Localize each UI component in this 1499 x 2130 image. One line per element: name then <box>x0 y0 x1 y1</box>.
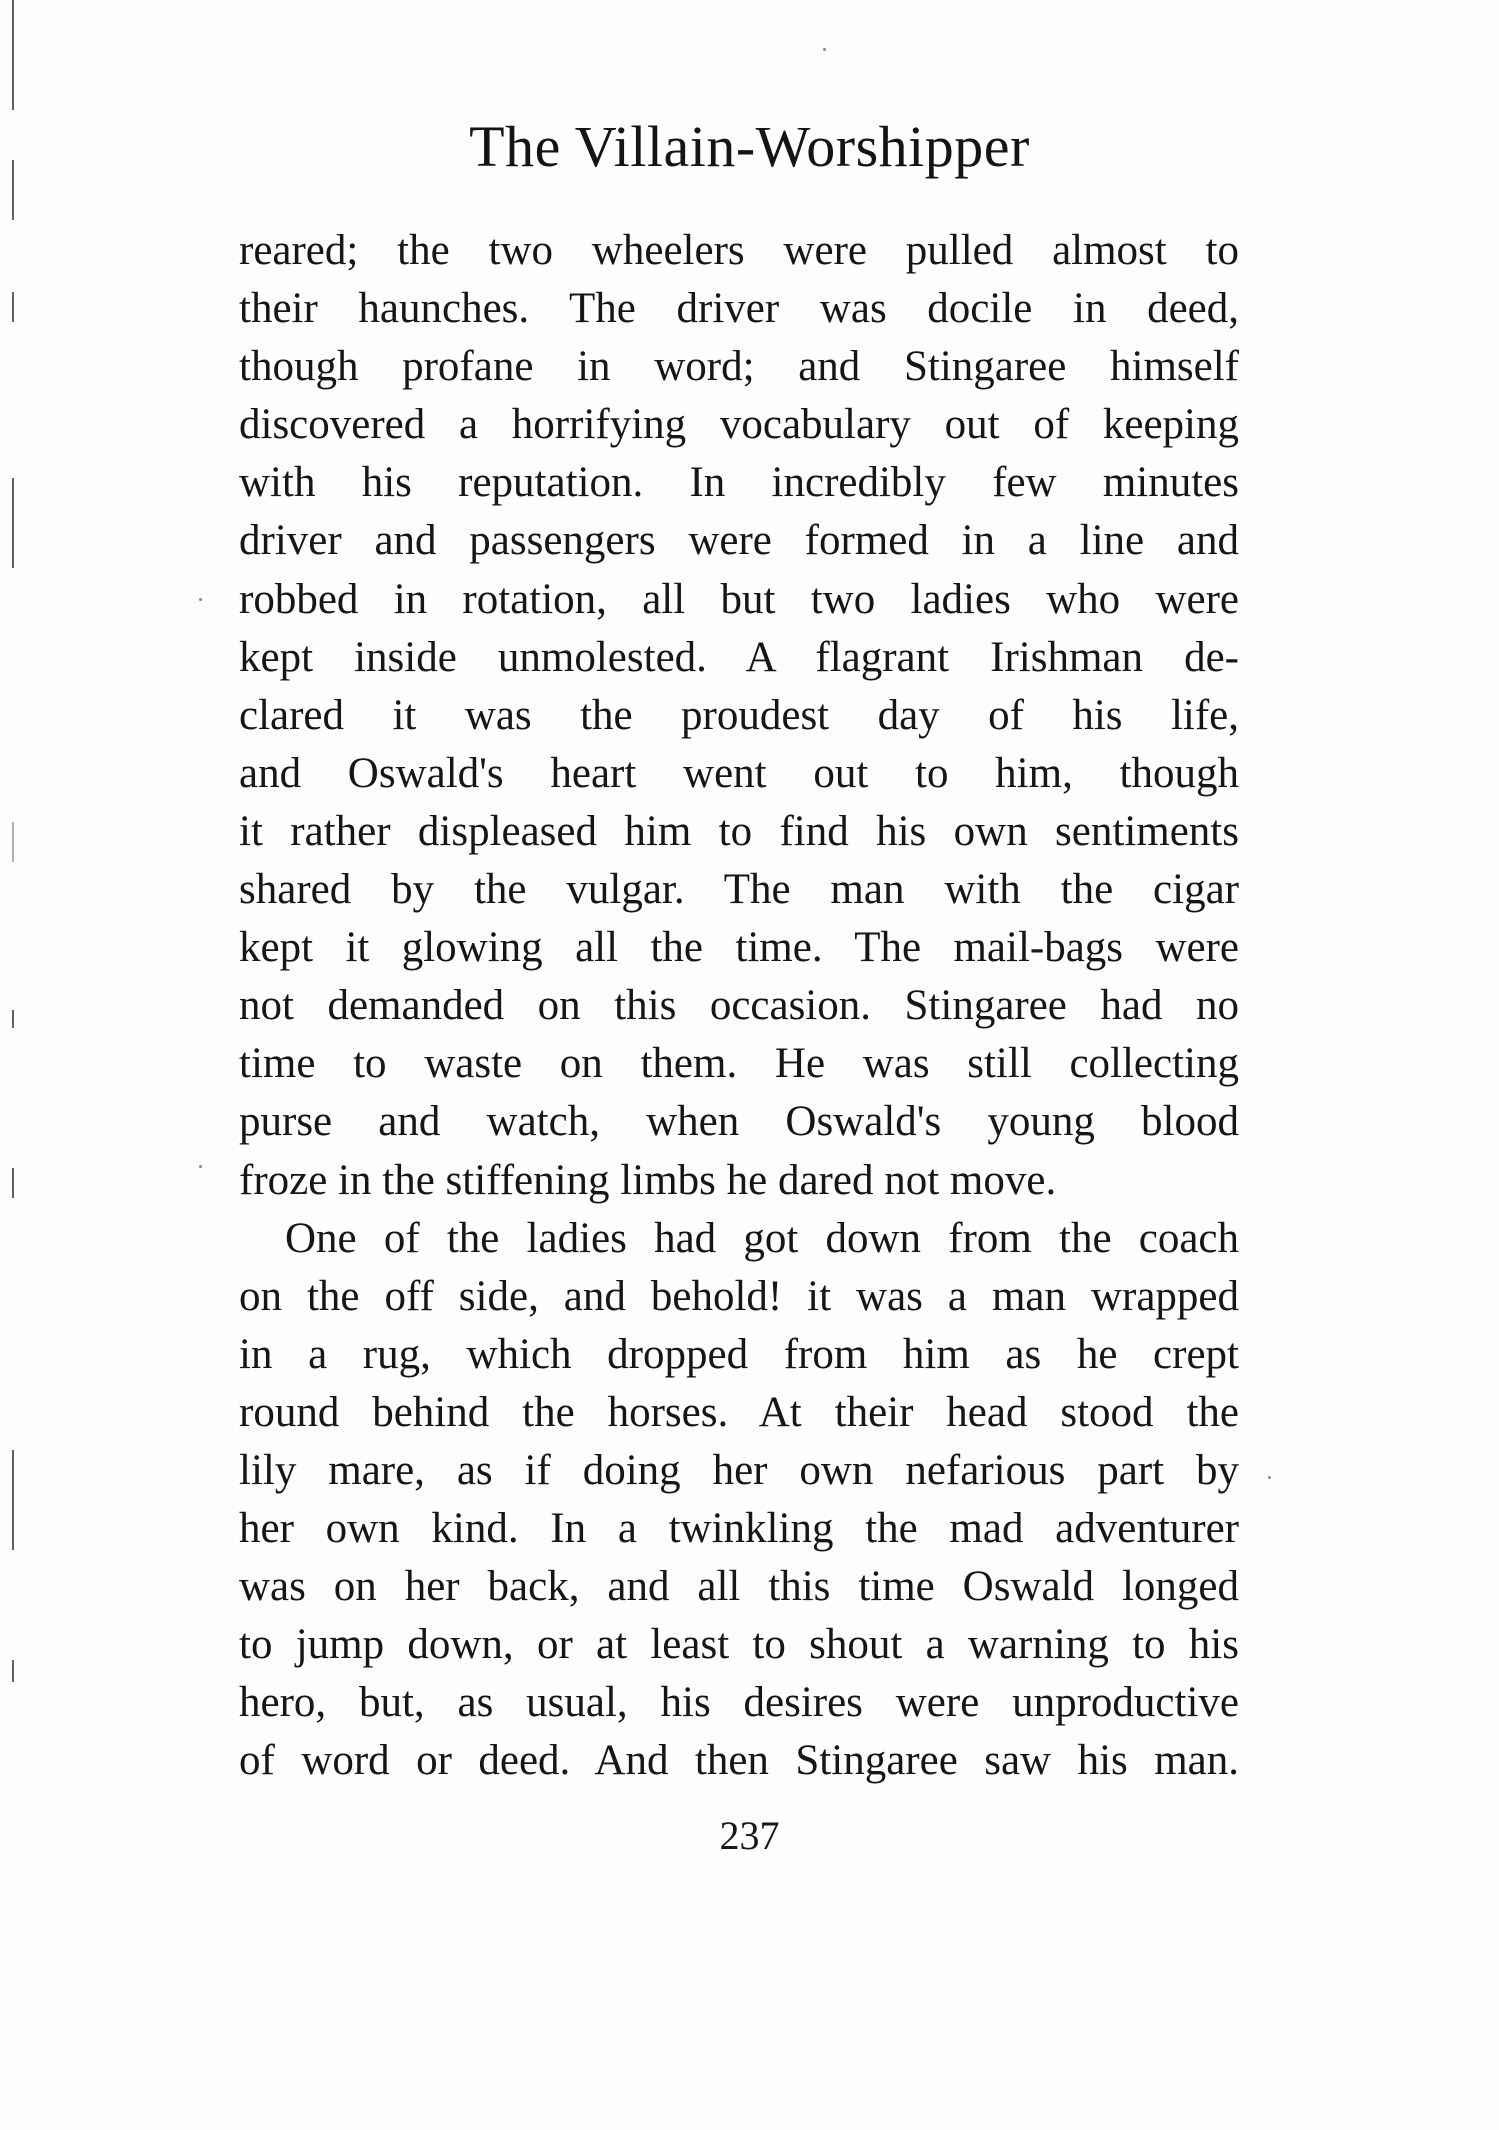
text-line: time to waste on them. He was still collecting <box>239 1040 1239 1088</box>
text-line: her own kind. In a twinkling the mad adventurer <box>239 1505 1239 1553</box>
text-line: was on her back, and all this time Oswald longed <box>239 1563 1239 1611</box>
text-line: driver and passengers were formed in a line and <box>239 517 1239 565</box>
text-line: and Oswald's heart went out to him, though <box>239 749 1239 797</box>
text-line: reared; the two wheelers were pulled almost to <box>239 227 1239 274</box>
text-line: in a rug, which dropped from him as he crept <box>239 1330 1239 1378</box>
text-line: it rather displeased him to find his own sentiments <box>239 807 1239 855</box>
text-line: on the off side, and behold! it was a man wrapped <box>239 1272 1239 1320</box>
text-line: with his reputation. In incredibly few minutes <box>239 459 1239 507</box>
text-line: froze in the stiffening limbs he dared not move. <box>239 1156 1057 1204</box>
body-text <box>239 222 1239 1791</box>
scan-speck <box>823 48 826 51</box>
text-line: kept inside unmolested. A flagrant Irishman de- <box>239 633 1239 681</box>
text-line: One of the ladies had got down from the coach <box>285 1214 1239 1262</box>
running-head: The Villain-Worshipper <box>469 114 1030 179</box>
paragraph <box>239 1210 1239 1791</box>
scan-artifact <box>12 292 14 322</box>
scan-speck <box>199 598 202 601</box>
text-line: clared it was the proudest day of his life, <box>239 691 1239 739</box>
scan-speck <box>199 1165 202 1168</box>
text-line: hero, but, as usual, his desires were unproductive <box>239 1679 1239 1727</box>
text-line: lily mare, as if doing her own nefarious part by <box>239 1446 1239 1494</box>
text-line: purse and watch, when Oswald's young blood <box>239 1098 1239 1146</box>
text-line: discovered a horrifying vocabulary out of keeping <box>239 401 1239 449</box>
text-line: of word or deed. And then Stingaree saw his man. <box>239 1737 1239 1785</box>
scan-artifact <box>12 1168 14 1198</box>
scan-artifact <box>12 478 14 568</box>
text-line: not demanded on this occasion. Stingaree had no <box>239 982 1239 1030</box>
text-line: kept it glowing all the time. The mail-bags were <box>239 924 1239 972</box>
scan-artifact <box>12 1450 14 1550</box>
scan-artifact <box>12 822 14 862</box>
text-line: round behind the horses. At their head stood the <box>239 1388 1239 1436</box>
page-number: 237 <box>719 1813 780 1858</box>
scan-artifact <box>12 1660 14 1682</box>
text-line: robbed in rotation, all but two ladies who were <box>239 575 1239 623</box>
scan-speck <box>1268 1476 1271 1479</box>
text-line: shared by the vulgar. The man with the cigar <box>239 866 1239 914</box>
paragraph <box>239 222 1239 1210</box>
scan-artifact <box>12 1010 14 1028</box>
text-line: their haunches. The driver was docile in deed, <box>239 285 1239 333</box>
text-line: though profane in word; and Stingaree himself <box>239 343 1239 391</box>
text-line: to jump down, or at least to shout a warning to his <box>239 1621 1239 1669</box>
scan-artifact <box>12 0 14 110</box>
